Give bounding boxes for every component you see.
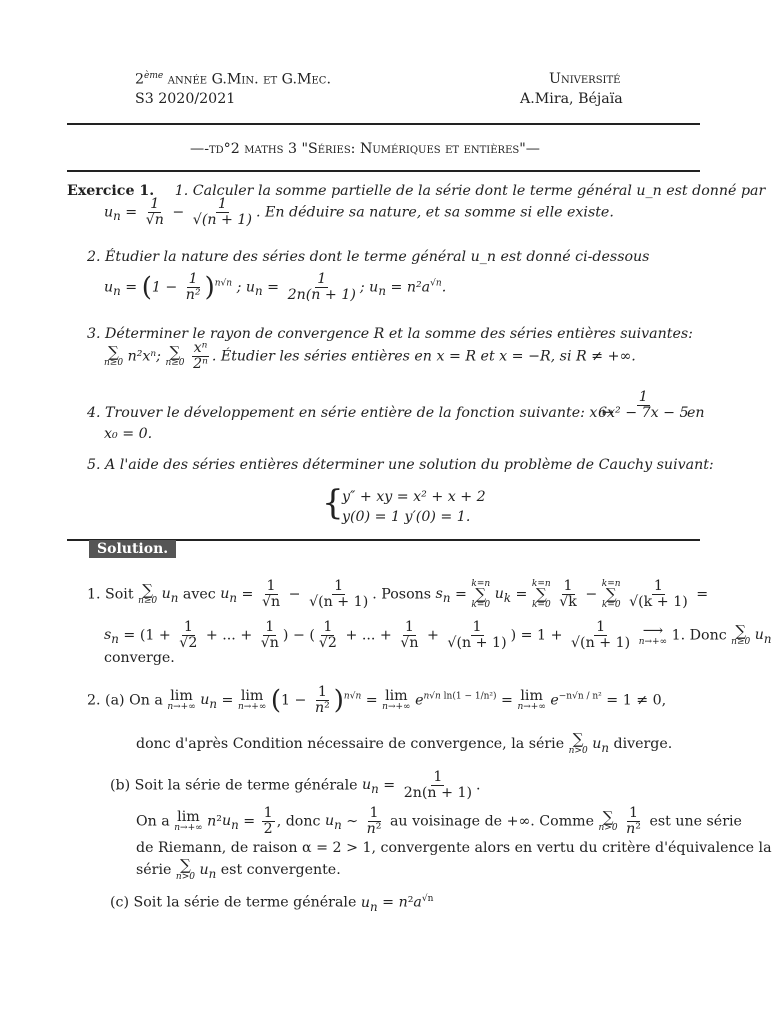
header-right-line2: A.Mira, Béjaïa (520, 91, 623, 107)
solution-1-converge: converge. (104, 650, 175, 666)
question-4: 4. Trouver le développement en série entière de la fonction suivante: x ↦ (87, 405, 614, 421)
question-3-end: . Étudier les séries entières en x = R et x = −R, si R ≠ +∞. (211, 348, 636, 365)
header-left-line1: 2ème année G.Min. et G.Mec. (135, 71, 331, 88)
question-2-formula: $u_n = (1$ − $\frac{1}{\text{n²}}$ )$^{n√n}$ ; $u_n$ = $\frac{1}{2n(n + 1)}$ ; $u_n = n^2a^{√n}$. (104, 271, 447, 303)
solution-2b-line2: On a lim n→+∞ $n^2u_n$ = $\frac{1}{2}$ , donc $u_n$ ∼ $\frac{1}{\text{n²}}$ au voisinage de +∞. Comme ∑ n>0 $\frac{1}{\text{n²}}$ est une série (136, 805, 742, 837)
solution-2b-line3: de Riemann, de raison α = 2 > 1, convergente alors en vertu du critère d'équivalence la (136, 840, 772, 856)
solution-2c-head: Soit la série de terme générale (133, 894, 357, 911)
document-title: —-td°2 maths 3 "Séries: Numériques et entières"— (190, 141, 540, 157)
question-4-end: x₀ = 0. (104, 426, 153, 442)
solution-2a-line2: donc d'après Condition nécessaire de convergence, la série ∑ n>0 $u_n$ diverge. (136, 730, 673, 756)
solution-2a-line1: 2. (a) On a lim n→+∞ $u_n$ = lim n→+∞ (1 − $\frac{1}{\text{n²}}$ )$^{n√n}$ = lim n→+∞ $e^{n√n ln(1 - 1/n^2)}$ = lim n→+∞ $e^{-n√n / n^2} = 1 \ne 0$, (87, 684, 667, 716)
question-3-formula: ∑ n≥0 n²xⁿ; ∑ n≥0 $\frac{\text{xⁿ}}{\text{2ⁿ}}$ . Étudier les séries entières en x = R et x = −R, si R ≠ +∞. (104, 340, 636, 372)
top-rule (67, 123, 700, 125)
question-4-en: en (687, 405, 705, 421)
cauchy-brace: { (322, 483, 344, 523)
cauchy-equation-1: y″ + xy = x² + x + 2 (342, 489, 486, 505)
question-5: 5. A l'aide des séries entières déterminer une solution du problème de Cauchy suivant: (87, 457, 714, 473)
solution-2b-line4: série ∑ n>0 $u_n$ est convergente. (136, 856, 341, 882)
cauchy-equation-2: y(0) = 1 y′(0) = 1. (342, 509, 471, 525)
exercise-label: Exercice 1. (67, 183, 155, 199)
question-3: 3. Déterminer le rayon de convergence R et la somme des séries entières suivantes: (87, 326, 693, 342)
solution-2a-end: diverge. (613, 735, 673, 752)
solution-2c-line1: (c) Soit la série de terme générale $u_n = n^2a^{√n}$ (110, 894, 434, 914)
title-rule (67, 170, 700, 172)
question-1: 1. Calculer la somme partielle de la série dont le terme général u_n est donné par (174, 183, 766, 199)
solution-2b-end: est convergente. (220, 861, 341, 878)
solution-1-line1: 1. Soit ∑ n≥0 $u_n$ avec $u_n$ = $\frac{1}{√n}$ − $\frac{1}{√(n + 1)}$ . Posons $s_n$ = k=n ∑ k=0 $u_k$ = k=n ∑ k=0 $\frac{1}{√k}$ − k=n ∑ k=0 $\frac{1}{√(k + 1)}$ = (87, 578, 709, 611)
question-1-formula: $u_n$ = $\frac{1}{√n}$ − $\frac{1}{√(n + 1)}$ . En déduire sa nature, et sa somme si elle existe. (104, 196, 614, 228)
header-left-line2: S3 2020/2021 (135, 91, 236, 107)
question-1-end: . En déduire sa nature, et sa somme si elle existe. (255, 204, 614, 221)
solution-1-line2: $s_n = (1$ + $\frac{1}{√2}$ + ... + $\frac{1}{√n}$ ) − ( $\frac{1}{√2}$ + ... + $\frac{1}{√n}$ + $\frac{1}{√(n + 1)}$ ) = 1 + $\frac{1}{√(n + 1)}$ ⟶ n→+∞ 1. Donc ∑ n≥0 $u_n$ (104, 619, 772, 651)
question-2: 2. Étudier la nature des séries dont le terme général u_n est donné ci-dessous (87, 249, 650, 265)
solution-2a-text: donc d'après Condition nécessaire de convergence, la série (136, 735, 565, 752)
question-4-function: $\frac{1}{\text{6x² − 7x − 5}}$ (598, 389, 689, 421)
solution-2b-line1: (b) Soit la série de terme générale $u_n$ = $\frac{1}{2n(n + 1)}$ . (110, 769, 481, 801)
solution-badge: Solution. (89, 540, 176, 558)
header-right-line1: Université (549, 71, 621, 87)
solution-2b-head: Soit la série de terme générale (134, 777, 358, 794)
